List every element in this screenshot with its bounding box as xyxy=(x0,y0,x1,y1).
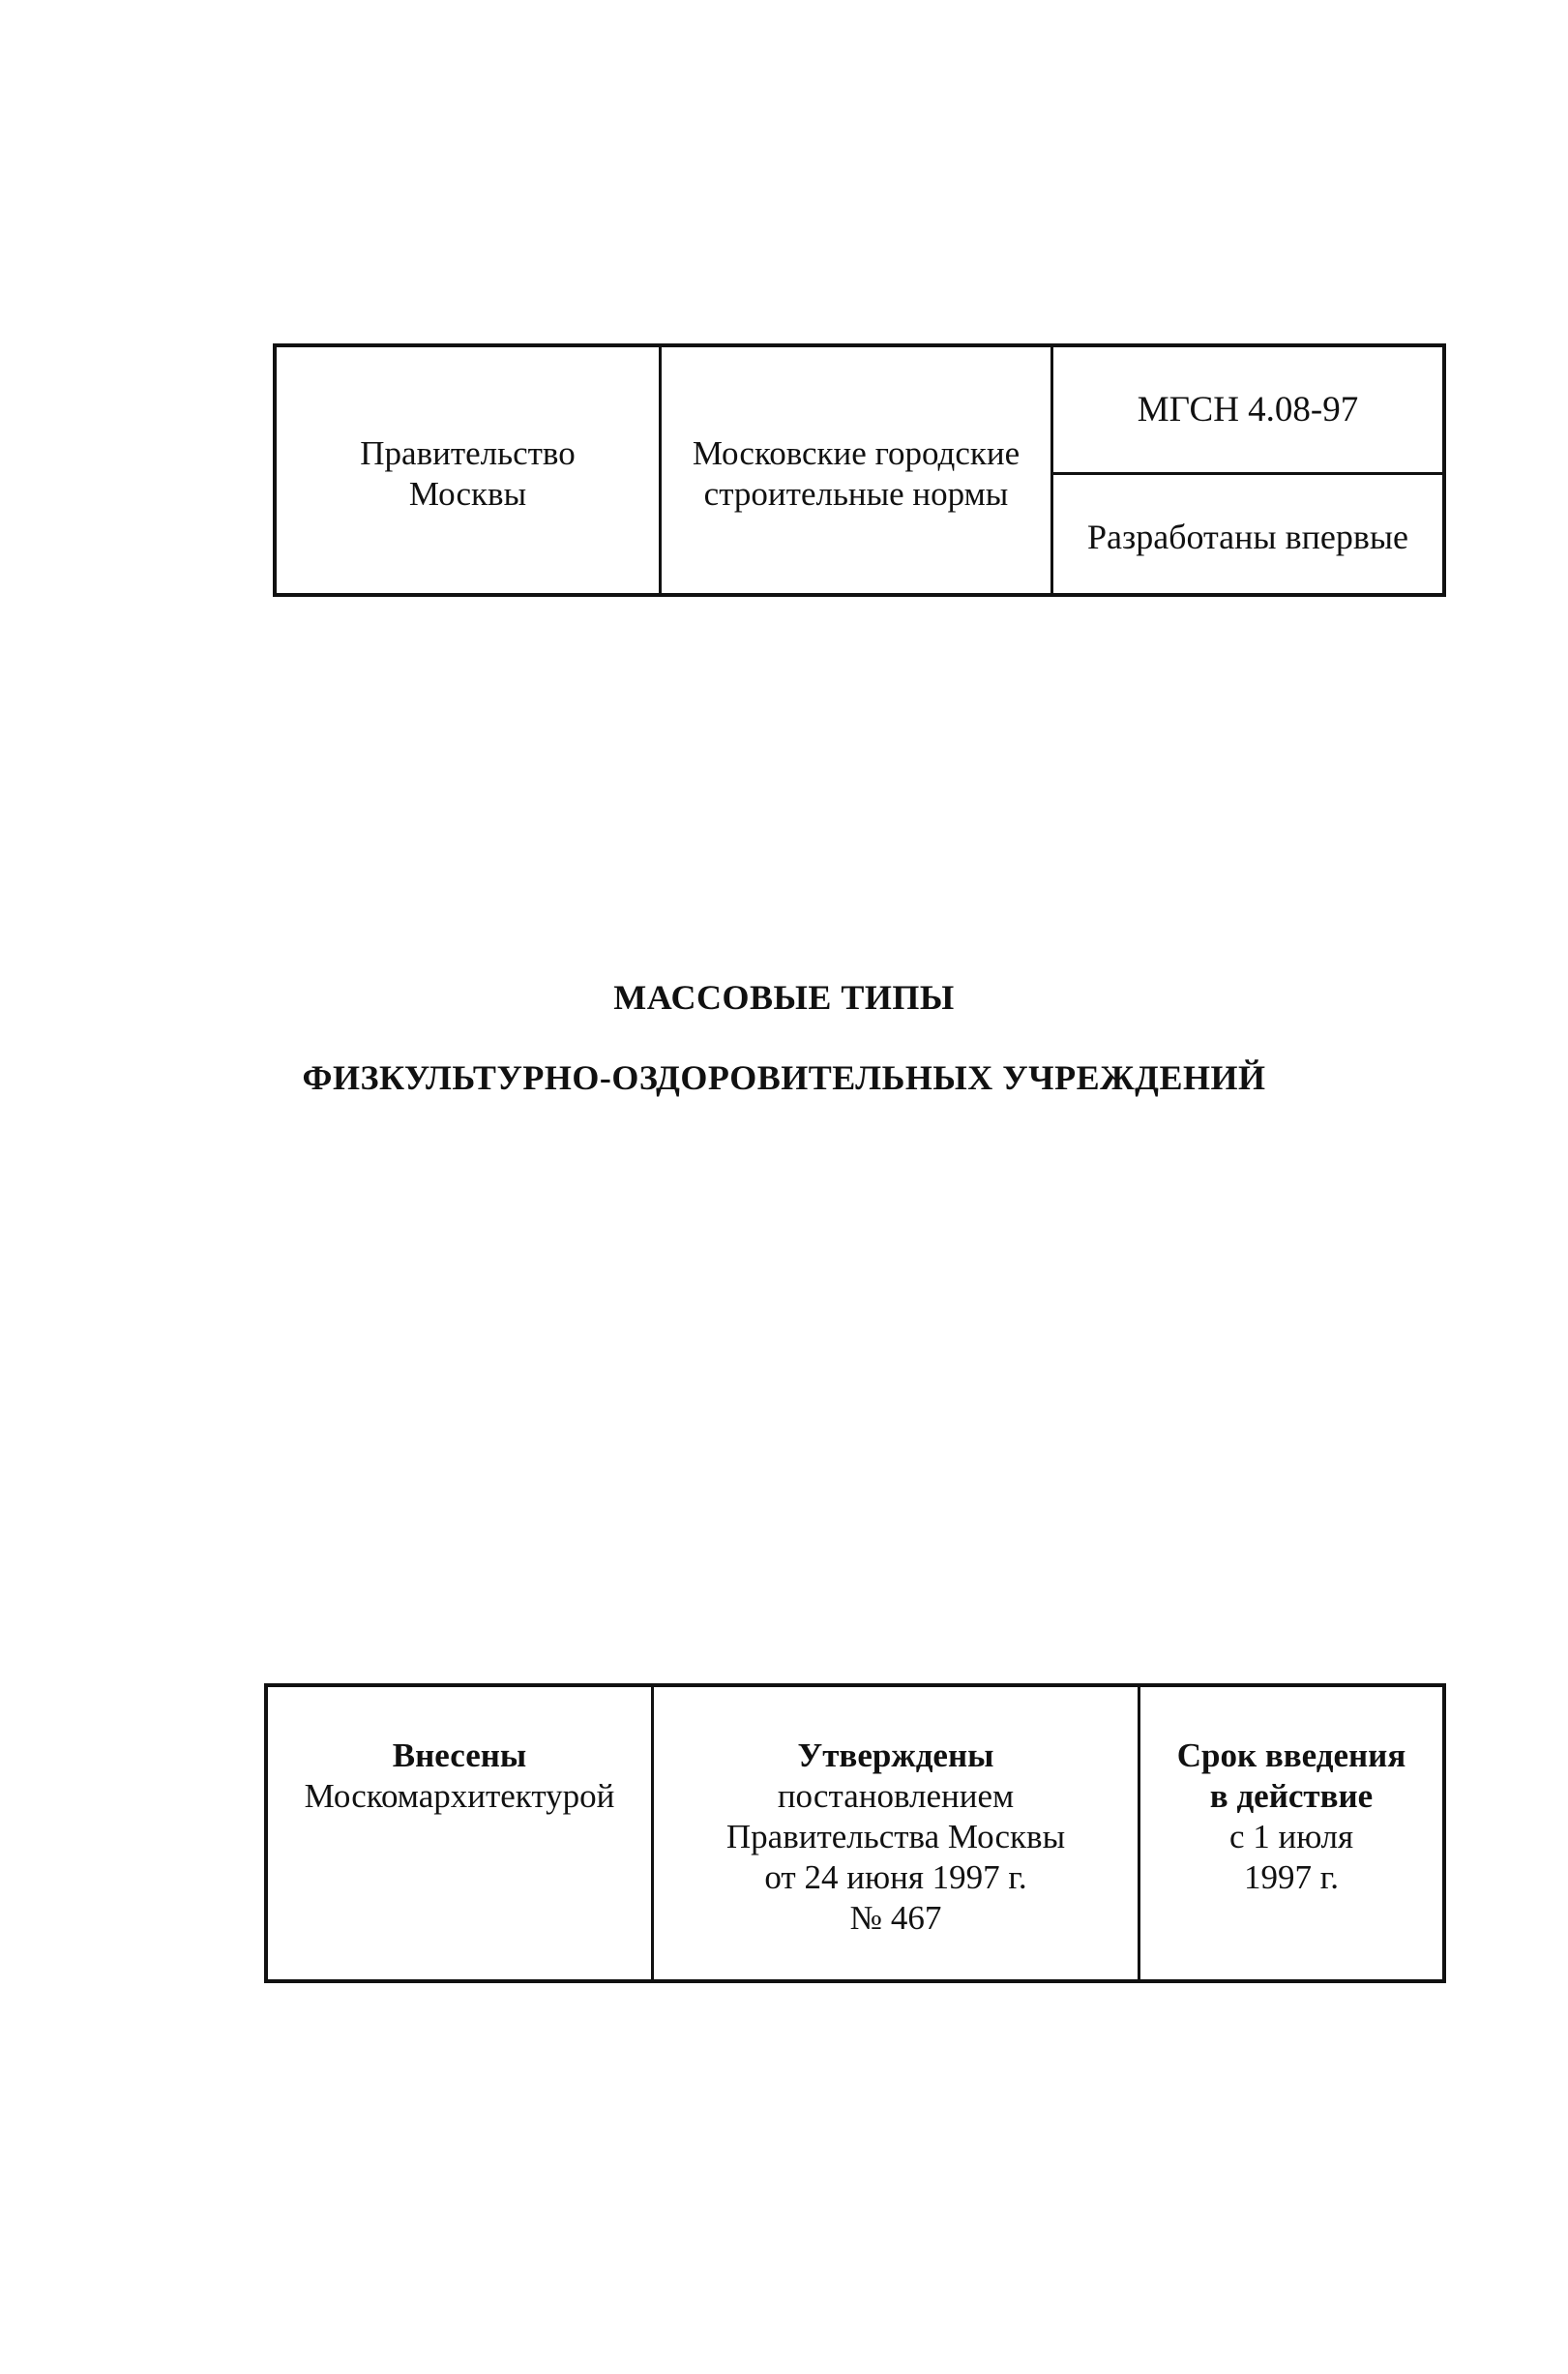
approved-cell xyxy=(654,1687,1140,1979)
document-title-line-2: ФИЗКУЛЬТУРНО-ОЗДОРОВИТЕЛЬНЫХ УЧРЕЖДЕНИЙ xyxy=(302,1058,1266,1097)
doc-type-line-2: строительные нормы xyxy=(703,475,1009,513)
doc-code: МГСН 4.08-97 xyxy=(1053,347,1442,475)
approved-line-2: постановлением xyxy=(777,1777,1015,1815)
effective-line-3: с 1 июля xyxy=(1228,1818,1354,1855)
code-status-cell xyxy=(1053,347,1442,593)
header-table xyxy=(273,343,1446,597)
approved-line-1: Утверждены xyxy=(797,1736,994,1774)
approved-line-5: № 467 xyxy=(849,1899,942,1937)
effective-line-2: в действие xyxy=(1209,1777,1374,1815)
doc-status: Разработаны впервые xyxy=(1086,518,1409,556)
introduced-line-2: Москомархитектурой xyxy=(304,1777,615,1815)
document-title-line-1: МАССОВЫЕ ТИПЫ xyxy=(613,978,955,1017)
introduced-cell xyxy=(268,1687,654,1979)
doc-type-line-1: Московские городские xyxy=(692,434,1021,472)
issuer-cell xyxy=(277,347,662,593)
approved-line-4: от 24 июня 1997 г. xyxy=(764,1858,1027,1896)
approved-line-3: Правительства Москвы xyxy=(725,1818,1066,1855)
doc-type-cell xyxy=(662,347,1053,593)
footer-table xyxy=(264,1683,1446,1983)
issuer-line-1: Правительство xyxy=(360,434,576,472)
introduced-line-1: Внесены xyxy=(392,1736,527,1774)
issuer-line-2: Москвы xyxy=(408,475,527,513)
effective-cell xyxy=(1140,1687,1442,1979)
effective-line-1: Срок введения xyxy=(1176,1736,1406,1774)
effective-line-4: 1997 г. xyxy=(1244,1858,1339,1896)
